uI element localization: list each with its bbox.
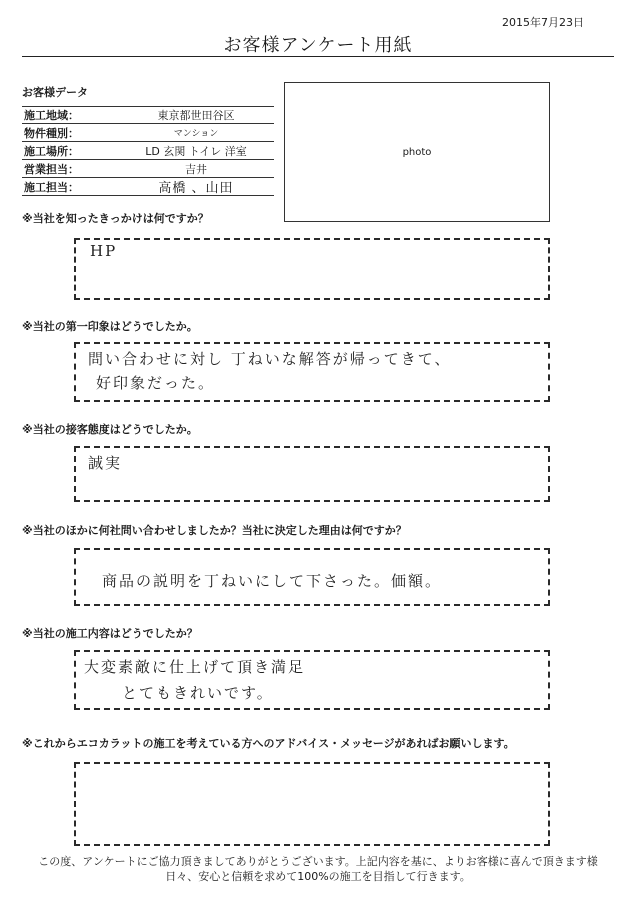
customer-row-property-type <box>22 124 274 142</box>
title-underline <box>22 56 614 57</box>
customer-row-label: 物件種別： <box>24 126 79 140</box>
answer-3-line1: 誠実 <box>88 454 123 472</box>
customer-row-value: 吉井 <box>185 162 207 176</box>
footer-line-2: 日々、安心と信頼を求めて100%の施工を目指して行きます。 <box>165 870 471 883</box>
customer-row-value: LD 玄関 トイレ 洋室 <box>145 144 247 158</box>
question-6: ※これからエコカラットの施工を考えている方へのアドバイス・メッセージがあればお願いします。 <box>22 737 515 750</box>
customer-row-installer <box>22 178 274 196</box>
question-3: ※当社の接客態度はどうでしたか。 <box>22 423 198 436</box>
question-1: ※当社を知ったきっかけは何ですか？ <box>22 212 209 225</box>
answer-2-line2: 好印象だった。 <box>96 374 216 392</box>
question-4: ※当社のほかに何社問い合わせしましたか？当社に決定した理由は何ですか？ <box>22 524 407 537</box>
customer-data-heading: お客様データ <box>22 86 88 99</box>
page-title: お客様アンケート用紙 <box>223 35 413 56</box>
question-5: ※当社の施工内容はどうでしたか？ <box>22 627 198 640</box>
photo-placeholder <box>284 82 550 222</box>
customer-row-location <box>22 142 274 160</box>
answer-box-6 <box>74 762 550 846</box>
answer-4-line1: 商品の説明を丁ねいにして下さった。価額。 <box>102 572 443 590</box>
photo-label: photo <box>402 146 432 158</box>
answer-box-2 <box>74 342 550 402</box>
customer-row-label: 施工担当： <box>24 180 79 194</box>
answer-1-line1: HP <box>90 242 118 260</box>
customer-row-area <box>22 106 274 124</box>
question-2: ※当社の第一印象はどうでしたか。 <box>22 320 198 333</box>
footer-line-1: この度、アンケートにご協力頂きましてありがとうございます。上記内容を基に、よりお客様に喜んで頂きます様 <box>38 855 598 868</box>
customer-row-value: 東京都世田谷区 <box>157 109 235 122</box>
customer-row-label: 施工地域： <box>24 109 79 122</box>
answer-box-5 <box>74 650 550 710</box>
customer-data-table <box>22 106 274 196</box>
answer-5-line1: 大変素敵に仕上げて頂き満足 <box>84 658 306 676</box>
answer-2-line1: 問い合わせに対し 丁ねいな解答が帰ってきて、 <box>88 350 452 368</box>
customer-row-sales <box>22 160 274 178</box>
answer-box-4 <box>74 548 550 606</box>
customer-row-label: 営業担当： <box>24 162 79 176</box>
customer-row-value: 高橋 、山田 <box>158 181 234 196</box>
answer-5-line2: とてもきれいです。 <box>122 684 274 702</box>
answer-box-1 <box>74 238 550 300</box>
customer-row-label: 施工場所： <box>24 144 79 158</box>
answer-box-3 <box>74 446 550 502</box>
customer-row-value: マンション <box>173 129 219 139</box>
survey-date: 2015年7月23日 <box>502 16 584 29</box>
